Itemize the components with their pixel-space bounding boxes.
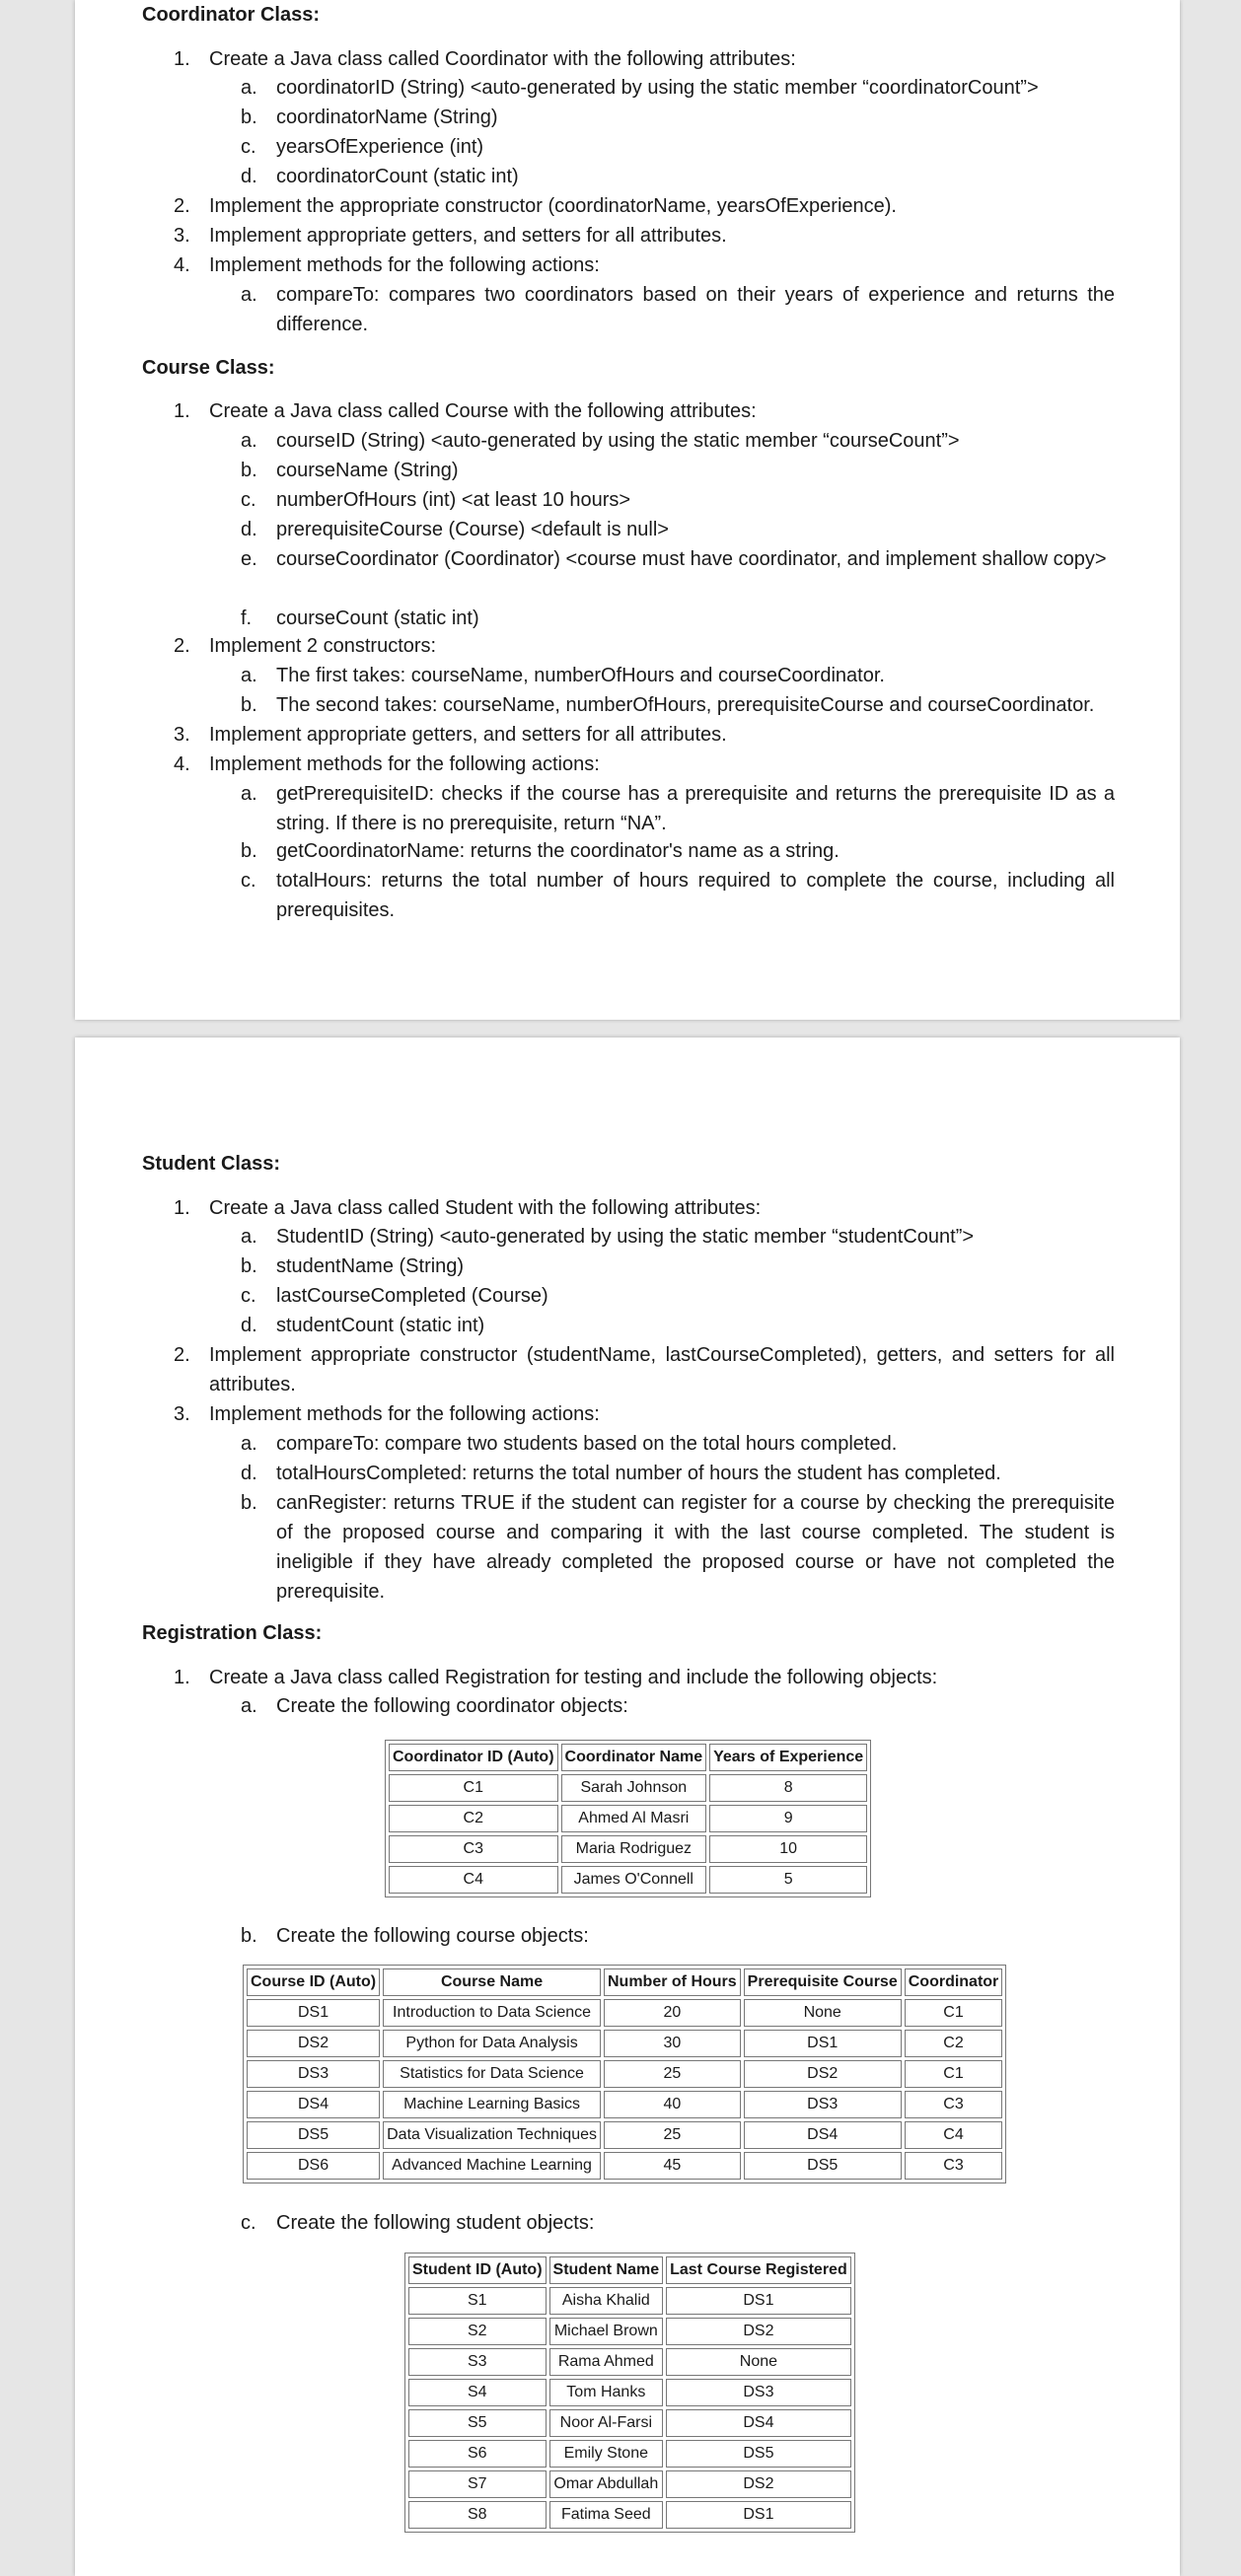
table-cell: DS3 — [744, 2091, 902, 2118]
list-item-text: totalHours: returns the total number of hours required to complete the course, including all prerequisites. — [276, 870, 1115, 921]
coordinator-table — [385, 1740, 871, 1897]
table-cell: C4 — [905, 2121, 1003, 2149]
coordinator-heading: Coordinator Class: — [142, 4, 321, 26]
table-cell: Introduction to Data Science — [383, 1999, 601, 2027]
table-cell: C1 — [905, 1999, 1003, 2027]
table-cell: 45 — [604, 2152, 741, 2180]
table-cell: DS2 — [666, 2470, 851, 2498]
table-row — [408, 2470, 851, 2498]
table-cell: S6 — [408, 2440, 547, 2468]
table-cell: DS5 — [247, 2121, 380, 2149]
table-cell: Data Visualization Techniques — [383, 2121, 601, 2149]
table-cell: DS4 — [247, 2091, 380, 2118]
table-cell: DS3 — [247, 2060, 380, 2088]
table-header-cell: Course Name — [383, 1968, 601, 1996]
table-cell: DS5 — [666, 2440, 851, 2468]
table-row — [389, 1835, 867, 1863]
table-cell: C3 — [389, 1835, 558, 1863]
table-cell: Emily Stone — [549, 2440, 664, 2468]
table-cell: S7 — [408, 2470, 547, 2498]
table-cell: DS5 — [744, 2152, 902, 2180]
table-cell: Sarah Johnson — [561, 1774, 707, 1802]
table-cell: Machine Learning Basics — [383, 2091, 601, 2118]
table-cell: DS6 — [247, 2152, 380, 2180]
table-cell: 25 — [604, 2121, 741, 2149]
table-cell: Maria Rodriguez — [561, 1835, 707, 1863]
table-cell: C3 — [905, 2152, 1003, 2180]
table-cell: Fatima Seed — [549, 2501, 664, 2529]
table-cell: Python for Data Analysis — [383, 2030, 601, 2057]
table-cell: C4 — [389, 1866, 558, 1894]
registration-heading: Registration Class: — [142, 1622, 323, 1644]
table-cell: 9 — [709, 1805, 867, 1832]
table-cell: DS4 — [744, 2121, 902, 2149]
table-cell: 25 — [604, 2060, 741, 2088]
table-header-cell: Coordinator Name — [561, 1744, 707, 1771]
table-cell: S4 — [408, 2379, 547, 2406]
table-row — [247, 2152, 1002, 2180]
table-cell: Advanced Machine Learning — [383, 2152, 601, 2180]
table-cell: C2 — [389, 1805, 558, 1832]
table-cell: S1 — [408, 2287, 547, 2315]
table-cell: DS4 — [666, 2409, 851, 2437]
table-cell: C1 — [389, 1774, 558, 1802]
table-cell: C1 — [905, 2060, 1003, 2088]
table-cell: DS3 — [666, 2379, 851, 2406]
table-row — [247, 2091, 1002, 2118]
table-cell: C2 — [905, 2030, 1003, 2057]
table-cell: S2 — [408, 2318, 547, 2345]
table-header-cell: Years of Experience — [709, 1744, 867, 1771]
table-cell: None — [666, 2348, 851, 2376]
table-header-cell: Student Name — [549, 2256, 664, 2284]
table-cell: Aisha Khalid — [549, 2287, 664, 2315]
table-row — [389, 1866, 867, 1894]
table-row — [408, 2287, 851, 2315]
table-cell: Noor Al-Farsi — [549, 2409, 664, 2437]
table-cell: Tom Hanks — [549, 2379, 664, 2406]
table-cell: 30 — [604, 2030, 741, 2057]
table-cell: DS2 — [744, 2060, 902, 2088]
table-cell: S8 — [408, 2501, 547, 2529]
table-cell: Rama Ahmed — [549, 2348, 664, 2376]
student-table — [404, 2253, 855, 2533]
table-header-cell: Coordinator — [905, 1968, 1003, 1996]
table-header-cell: Student ID (Auto) — [408, 2256, 547, 2284]
table-row — [389, 1774, 867, 1802]
table-cell: James O'Connell — [561, 1866, 707, 1894]
table-header-cell: Prerequisite Course — [744, 1968, 902, 1996]
table-cell: 10 — [709, 1835, 867, 1863]
table-row — [408, 2379, 851, 2406]
table-header-row — [389, 1744, 867, 1771]
table-header-cell: Coordinator ID (Auto) — [389, 1744, 558, 1771]
table-cell: S5 — [408, 2409, 547, 2437]
course-table — [243, 1965, 1006, 2183]
table-cell: None — [744, 1999, 902, 2027]
table-cell: Omar Abdullah — [549, 2470, 664, 2498]
list-item-text: compareTo: compares two coordinators based on their years of experience and returns the difference. — [276, 284, 1115, 335]
table-row — [408, 2348, 851, 2376]
table-cell: DS2 — [666, 2318, 851, 2345]
table-cell: Michael Brown — [549, 2318, 664, 2345]
table-row — [408, 2440, 851, 2468]
table-cell: DS1 — [666, 2287, 851, 2315]
table-row — [247, 2030, 1002, 2057]
table-row — [247, 2060, 1002, 2088]
table-cell: DS1 — [666, 2501, 851, 2529]
list-item-text: Implement appropriate constructor (studentName, lastCourseCompleted), getters, and setters for all attributes. — [209, 1344, 1115, 1395]
table-cell: S3 — [408, 2348, 547, 2376]
table-header-row — [247, 1968, 1002, 1996]
table-cell: DS1 — [744, 2030, 902, 2057]
table-row — [247, 1999, 1002, 2027]
table-row — [408, 2318, 851, 2345]
table-cell: DS1 — [247, 1999, 380, 2027]
table-header-row — [408, 2256, 851, 2284]
table-row — [408, 2501, 851, 2529]
table-cell: DS2 — [247, 2030, 380, 2057]
table-row — [247, 2121, 1002, 2149]
table-row — [408, 2409, 851, 2437]
table-cell: 5 — [709, 1866, 867, 1894]
table-cell: 40 — [604, 2091, 741, 2118]
student-heading: Student Class: — [142, 1153, 281, 1175]
table-cell: Statistics for Data Science — [383, 2060, 601, 2088]
table-cell: 8 — [709, 1774, 867, 1802]
list-item-text: courseCoordinator (Coordinator) <course must have coordinator, and implement shallow copy> — [276, 548, 1107, 570]
table-header-cell: Course ID (Auto) — [247, 1968, 380, 1996]
table-cell: Ahmed Al Masri — [561, 1805, 707, 1832]
table-header-cell: Number of Hours — [604, 1968, 741, 1996]
table-header-cell: Last Course Registered — [666, 2256, 851, 2284]
list-item-text: getPrerequisiteID: checks if the course has a prerequisite and returns the prerequisite ID as a string. If there is no prerequisite, return “NA”. — [276, 783, 1115, 834]
course-heading: Course Class: — [142, 357, 275, 379]
list-item-text: canRegister: returns TRUE if the student can register for a course by checking the prerequisite of the proposed course and comparing it with the last course completed. The student is ineligible if they have already completed the proposed course or have not completed the prerequisite. — [276, 1492, 1115, 1603]
table-cell: 20 — [604, 1999, 741, 2027]
table-cell: C3 — [905, 2091, 1003, 2118]
table-row — [389, 1805, 867, 1832]
